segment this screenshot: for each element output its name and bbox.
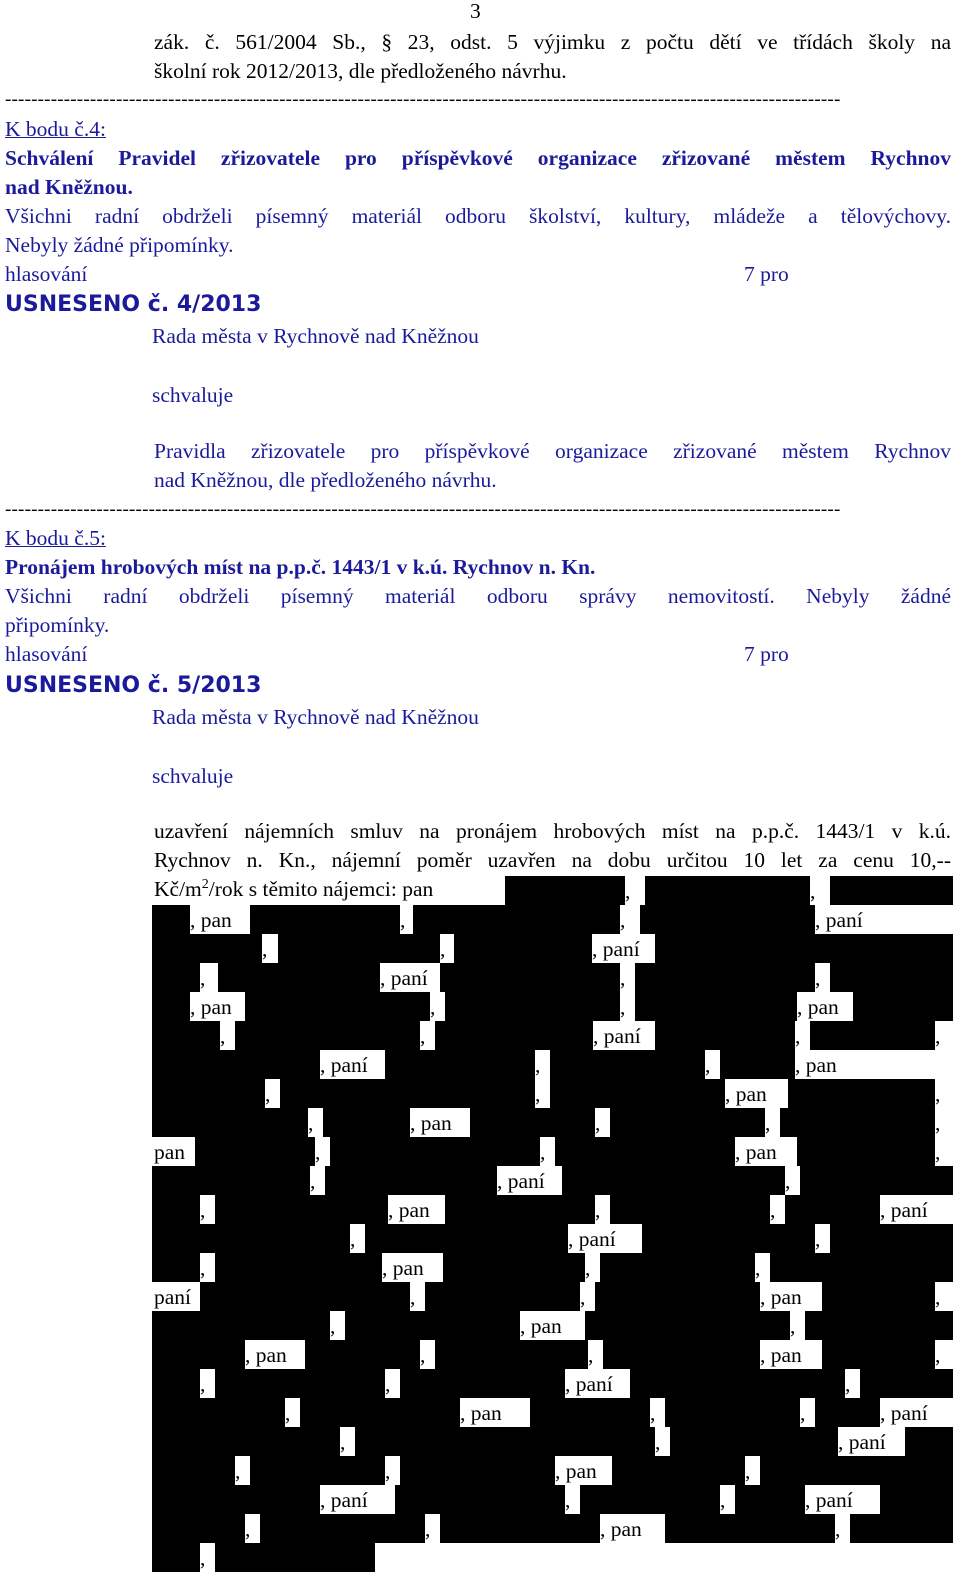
redacted-row-word: , pan [520, 1314, 562, 1338]
redacted-row-word: , [200, 1198, 206, 1222]
redaction-block [585, 1311, 790, 1340]
item4-body-1: Všichni radní obdrželi písemný materiál odboru školství, kultury, mládeže a tělovýchovy. [5, 204, 951, 228]
redacted-row-word: , [385, 1372, 391, 1396]
redacted-row-word: , [620, 995, 626, 1019]
redaction-block [610, 1195, 770, 1224]
redaction-block [562, 1166, 785, 1195]
redacted-row-word: , pan [382, 1256, 424, 1280]
redaction-block [810, 1021, 935, 1050]
redacted-row-word: , [315, 1140, 321, 1164]
redaction-block [152, 1369, 200, 1398]
redacted-row-word: , [810, 879, 816, 903]
redaction-block [215, 1253, 382, 1282]
redacted-row-word: , [935, 1024, 941, 1048]
redaction-block [152, 1195, 200, 1224]
redacted-row-word: , pan [600, 1517, 642, 1541]
redaction-block [550, 1079, 725, 1108]
redaction-block [640, 905, 815, 934]
redacted-row-word: , [308, 1111, 314, 1135]
redaction-block [595, 1282, 760, 1311]
redacted-row-word: , [745, 1459, 751, 1483]
redacted-row-word: , [620, 908, 626, 932]
redaction-block [400, 1456, 555, 1485]
redaction-block [152, 1224, 350, 1253]
redacted-row-word: , [765, 1111, 771, 1135]
redaction-block [454, 934, 592, 963]
redaction-block [218, 963, 380, 992]
item5-council: Rada města v Rychnově nad Kněžnou [152, 705, 479, 729]
redacted-row-word: , [420, 1024, 426, 1048]
redaction-block [470, 1108, 595, 1137]
redacted-row-word: , [430, 995, 436, 1019]
redacted-row-word: , [845, 1372, 851, 1396]
page-number: 3 [470, 0, 481, 23]
redaction-block [152, 963, 200, 992]
redaction-block [822, 1282, 935, 1311]
item5-text-3b: /rok s těmito nájemci: pan [208, 877, 434, 901]
redacted-row-word: , [410, 1285, 416, 1309]
item4-vote-result: 7 pro [744, 262, 789, 286]
redacted-row-word: , [200, 966, 206, 990]
redacted-row-word: , [265, 1082, 271, 1106]
redacted-row-word: , paní [593, 1024, 641, 1048]
redacted-row-word: , paní [565, 1372, 613, 1396]
redaction-block [435, 1340, 588, 1369]
redacted-row-word: , paní [320, 1053, 368, 1077]
redacted-row-word: , pan [735, 1140, 777, 1164]
redacted-row-word: , pan [460, 1401, 502, 1425]
redaction-block [152, 992, 190, 1021]
redaction-block [305, 1340, 420, 1369]
redaction-block [635, 992, 797, 1021]
redaction-block [152, 1543, 200, 1572]
redacted-row-word: , pan [795, 1053, 837, 1077]
redaction-block [365, 1224, 568, 1253]
item5-body-2: připomínky. [5, 613, 110, 637]
redaction-block [250, 905, 400, 934]
redaction-block [800, 1166, 953, 1195]
redaction-block [630, 1369, 845, 1398]
separator-2: -------------------------------------------------------------------------------------------------------------------------------- [5, 500, 841, 520]
redacted-row-word: , [285, 1401, 291, 1425]
redaction-block [400, 1369, 565, 1398]
redacted-row-word: , [785, 1169, 791, 1193]
redacted-row-word: , paní [568, 1227, 616, 1251]
redaction-block [797, 1137, 935, 1166]
item5-text-1: uzavření nájemních smluv na pronájem hrobových míst na p.p.č. 1443/1 v k.ú. [154, 819, 951, 843]
redaction-block [235, 1021, 420, 1050]
redaction-block [152, 1340, 245, 1369]
redaction-block [385, 1050, 535, 1079]
redaction-block [280, 1079, 535, 1108]
redaction-block [152, 1311, 330, 1340]
redaction-block [760, 1456, 953, 1485]
redaction-block [260, 1514, 425, 1543]
redacted-row-word: , paní [838, 1430, 886, 1454]
redacted-row-word: , [655, 1430, 661, 1454]
redaction-block [655, 1021, 795, 1050]
redaction-block [610, 1108, 765, 1137]
item4-heading [5, 115, 106, 144]
redaction-block [880, 1485, 953, 1514]
redaction-block [152, 1456, 235, 1485]
redaction-block [215, 1543, 375, 1572]
item4-text-2: nad Kněžnou, dle předloženého návrhu. [154, 468, 497, 492]
item4-title-2: nad Kněžnou. [5, 175, 133, 199]
item5-title: Pronájem hrobových míst na p.p.č. 1443/1 v k.ú. Rychnov n. Kn. [5, 555, 596, 579]
redaction-block [152, 1050, 320, 1079]
item5-vote-label: hlasování [5, 642, 88, 666]
redaction-block [530, 1398, 650, 1427]
redaction-block [635, 963, 815, 992]
redacted-row-word: , [245, 1517, 251, 1541]
redaction-block [505, 876, 625, 905]
redacted-row-word: , [540, 1140, 546, 1164]
redacted-row-word: , [340, 1430, 346, 1454]
redacted-row-word: , [720, 1488, 726, 1512]
redaction-block [830, 1224, 953, 1253]
redaction-block [612, 1456, 745, 1485]
redaction-block [642, 1224, 815, 1253]
redaction-block [250, 1456, 385, 1485]
redacted-row-word: , [200, 1256, 206, 1280]
item4-body-2: Nebyly žádné připomínky. [5, 233, 234, 257]
redacted-row-word: , [705, 1053, 711, 1077]
item4-text-1: Pravidla zřizovatele pro příspěvkové organizace zřizované městem Rychnov [154, 439, 951, 463]
redacted-row-word: , pan [388, 1198, 430, 1222]
redaction-block [830, 876, 953, 905]
item4-council: Rada města v Rychnově nad Kněžnou [152, 324, 479, 348]
redacted-row-word: , [350, 1227, 356, 1251]
redaction-block [655, 934, 953, 963]
redacted-row-word: , paní [880, 1401, 928, 1425]
redaction-block [152, 905, 190, 934]
item5-resolution: USNESENO č. 5/2013 [5, 673, 262, 698]
redaction-block [665, 1398, 800, 1427]
item5-verb: schvaluje [152, 764, 234, 788]
redaction-block [355, 1427, 655, 1456]
redacted-row-word: , [235, 1459, 241, 1483]
redaction-block [152, 1079, 265, 1108]
item5-text-3-sup: 2 [201, 876, 209, 892]
redaction-block [670, 1427, 838, 1456]
redaction-block [580, 1485, 720, 1514]
redacted-row-word: , [625, 879, 631, 903]
redacted-row-word: , pan [245, 1343, 287, 1367]
redacted-row-word: , pan [725, 1082, 767, 1106]
redaction-block [413, 905, 620, 934]
redaction-block [323, 1108, 410, 1137]
redaction-block [440, 1514, 600, 1543]
redacted-row-word: , pan [190, 908, 232, 932]
redacted-row-word: , pan [760, 1343, 802, 1367]
redacted-row-word: , [935, 1343, 941, 1367]
item5-vote-result: 7 pro [744, 642, 789, 666]
redaction-block [245, 992, 430, 1021]
redacted-row-word: , [535, 1053, 541, 1077]
redacted-row-word: , [795, 1024, 801, 1048]
redaction-block [788, 1079, 935, 1108]
redaction-block [152, 1427, 340, 1456]
redaction-block [435, 1021, 593, 1050]
redaction-block [720, 1050, 795, 1079]
redaction-block [152, 1021, 220, 1050]
redacted-row-word: , [440, 937, 446, 961]
redaction-block [850, 1514, 953, 1543]
redaction-block [395, 1485, 565, 1514]
redaction-block [345, 1311, 520, 1340]
redaction-block [445, 992, 620, 1021]
item5-text-2: Rychnov n. Kn., nájemní poměr uzavřen na dobu určitou 10 let za cenu 10,-- [154, 848, 951, 872]
item4-title-1: Schválení Pravidel zřizovatele pro příspěvkové organizace zřizované městem Rychnov [5, 146, 951, 170]
redacted-row-word: , paní [380, 966, 428, 990]
redaction-block [905, 1427, 953, 1456]
redaction-block [152, 934, 262, 963]
separator-1: -------------------------------------------------------------------------------------------------------------------------------- [5, 90, 841, 110]
redacted-row-word: , paní [320, 1488, 368, 1512]
item4-vote-label: hlasování [5, 262, 88, 286]
redacted-row-word: , [535, 1082, 541, 1106]
redacted-row-word: , [595, 1111, 601, 1135]
redacted-row-word: , pan [410, 1111, 452, 1135]
redaction-block [735, 1485, 805, 1514]
redacted-row-word: , pan [555, 1459, 597, 1483]
redacted-row-word: , [420, 1343, 426, 1367]
redaction-block [785, 1195, 880, 1224]
redaction-block [152, 1485, 320, 1514]
redacted-row-word: , [800, 1401, 806, 1425]
redaction-block [215, 1195, 388, 1224]
redaction-block [152, 1398, 285, 1427]
redacted-row-word: , [310, 1169, 316, 1193]
redaction-block [152, 1166, 310, 1195]
redacted-row-word: pan [154, 1140, 186, 1164]
redaction-block [152, 1253, 200, 1282]
redaction-block [780, 1108, 935, 1137]
redacted-row-word: , [330, 1314, 336, 1338]
item4-resolution: USNESENO č. 4/2013 [5, 292, 262, 317]
redacted-row-word: , [580, 1285, 586, 1309]
redaction-block [152, 1108, 308, 1137]
redacted-row-word: , [585, 1256, 591, 1280]
redaction-block [805, 1311, 953, 1340]
redacted-row-word: , [200, 1546, 206, 1570]
redacted-row-word: , [620, 966, 626, 990]
item5-text-3a: Kč/m [154, 877, 202, 901]
redaction-block [603, 1340, 760, 1369]
redaction-block [853, 992, 953, 1021]
redacted-row-word: , [935, 1111, 941, 1135]
redaction-block [550, 1050, 705, 1079]
redaction-block [770, 1253, 953, 1282]
redacted-row-word: , [755, 1256, 761, 1280]
redacted-row-word: , [815, 1227, 821, 1251]
item4-verb: schvaluje [152, 383, 234, 407]
redacted-row-word: , [400, 908, 406, 932]
redaction-block [555, 1137, 735, 1166]
redaction-block [815, 1398, 880, 1427]
redaction-block [278, 934, 440, 963]
redacted-row-word: , pan [760, 1285, 802, 1309]
redacted-row-word: , [220, 1024, 226, 1048]
redaction-block [152, 1514, 245, 1543]
redaction-block [645, 876, 810, 905]
redacted-row-word: , paní [880, 1198, 928, 1222]
redacted-row-word: , paní [497, 1169, 545, 1193]
intro-line-1: zák. č. 561/2004 Sb., § 23, odst. 5 výjimku z počtu dětí ve třídách školy na [154, 30, 951, 54]
redaction-block [200, 1282, 410, 1311]
redacted-row-word: , paní [815, 908, 863, 932]
item5-heading [5, 524, 106, 553]
redaction-block [300, 1398, 460, 1427]
redaction-block [822, 1340, 935, 1369]
redacted-row-word: , [770, 1198, 776, 1222]
redacted-row-word: , [588, 1343, 594, 1367]
redacted-row-word: paní [154, 1285, 192, 1309]
redaction-block [860, 1369, 953, 1398]
redaction-block [325, 1166, 497, 1195]
item5-heading-text: K bodu č.5: [5, 526, 106, 550]
redacted-row-word: , [425, 1517, 431, 1541]
redacted-row-word: , paní [592, 937, 640, 961]
redacted-row-word: , paní [805, 1488, 853, 1512]
redaction-block [330, 1137, 540, 1166]
redacted-row-word: , [200, 1372, 206, 1396]
item4-heading-text: K bodu č.4: [5, 117, 106, 141]
redacted-row-word: , [595, 1198, 601, 1222]
redacted-row-word: , [790, 1314, 796, 1338]
redacted-row-word: , [815, 966, 821, 990]
item5-body-1: Všichni radní obdrželi písemný materiál odboru správy nemovitostí. Nebyly žádné [5, 584, 951, 608]
redacted-row-word: , [935, 1140, 941, 1164]
redaction-block [665, 1514, 835, 1543]
redacted-row-word: , pan [190, 995, 232, 1019]
item5-text-3 [154, 875, 433, 904]
redaction-block [425, 1282, 580, 1311]
redaction-block [445, 1195, 595, 1224]
redacted-row-word: , [565, 1488, 571, 1512]
redacted-row-word: , [935, 1285, 941, 1309]
redaction-block [215, 1369, 385, 1398]
redacted-row-word: , [262, 937, 268, 961]
redaction-block [830, 963, 953, 992]
redacted-row-word: , pan [797, 995, 839, 1019]
redacted-row-word: , [835, 1517, 841, 1541]
redacted-row-word: , [935, 1082, 941, 1106]
redaction-block [195, 1137, 315, 1166]
redaction-block [440, 963, 620, 992]
redaction-block [443, 1253, 585, 1282]
intro-line-2: školní rok 2012/2013, dle předloženého návrhu. [154, 59, 567, 83]
redacted-row-word: , [385, 1459, 391, 1483]
redacted-row-word: , [650, 1401, 656, 1425]
redaction-block [600, 1253, 755, 1282]
